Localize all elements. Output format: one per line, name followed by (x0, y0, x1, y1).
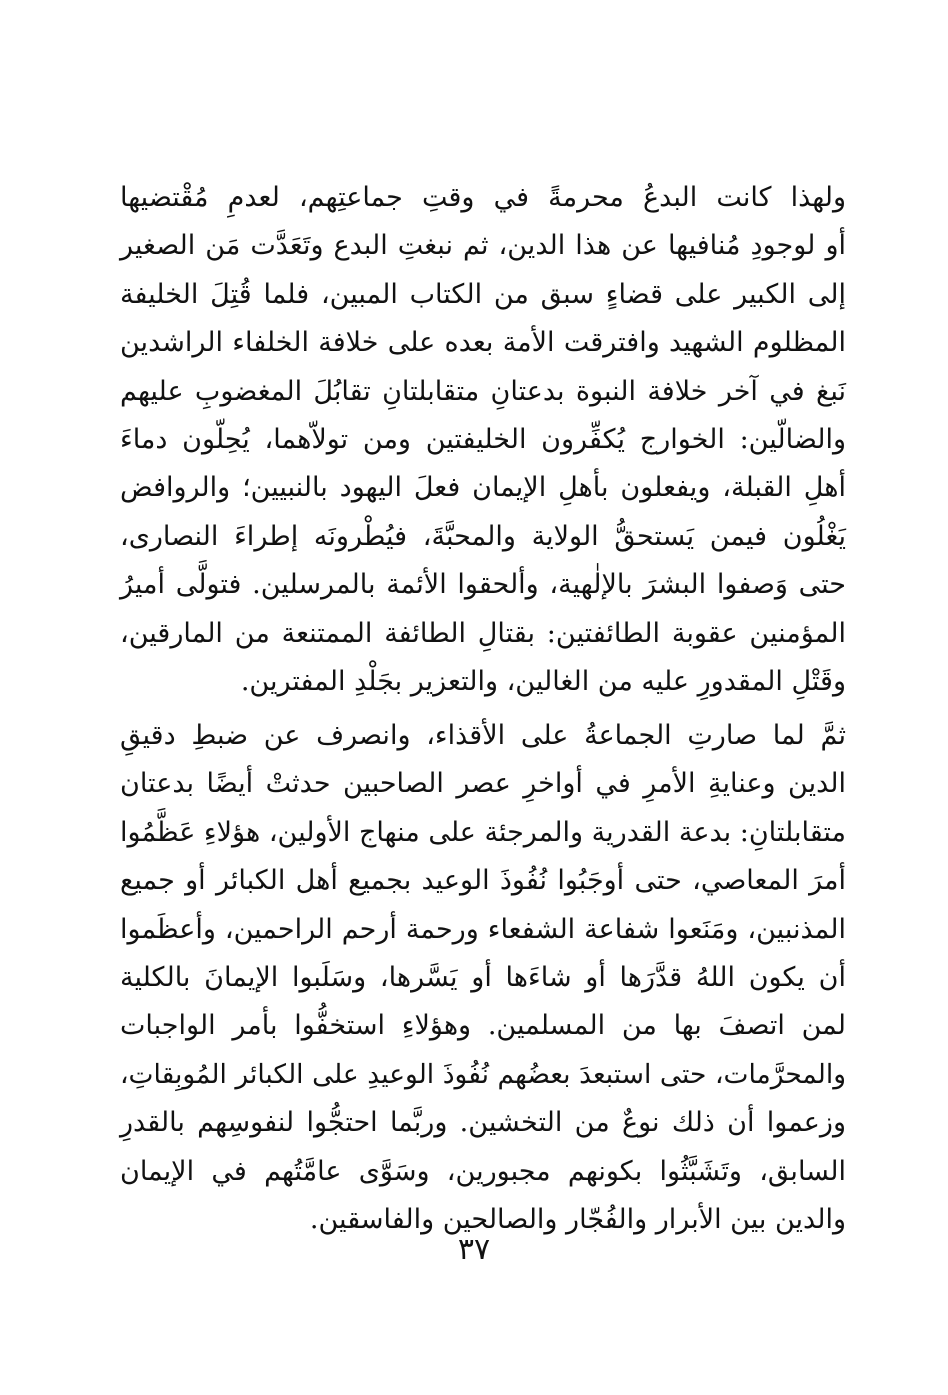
paragraph-line: متقابلتانِ: بدعة القدرية والمرجئة على منهاج الأولين، هؤلاءِ عَظَّمُوا (120, 816, 846, 848)
paragraph-line: ثمَّ لما صارتِ الجماعةُ على الأقذاء، وانصرف عن ضبطِ دقيقِ (120, 720, 846, 751)
paragraph-line: لمن اتصفَ بها من المسلمين. وهؤلاءِ استخفُّوا بأمر الواجبات (120, 1010, 846, 1042)
paragraph-1 (120, 174, 846, 706)
paragraph-line: وزعموا أن ذلك نوعٌ من التخشين. وربَّما احتجُّوا لنفوسِهم بالقدرِ (120, 1107, 846, 1139)
paragraph-line: وقَتْلِ المقدورِ عليه من الغالين، والتعزير بجَلْدِ المفترين. (240, 666, 846, 698)
paragraph-line: أهلِ القبلة، ويفعلون بأهلِ الإيمان فعلَ اليهود بالنبيين؛ والروافض (120, 472, 846, 504)
paragraph-line: والدين بين الأبرار والفُجّار والصالحين والفاسقين. (309, 1204, 846, 1236)
paragraph-line: المذنبين، ومَنَعوا شفاعة الشفعاء ورحمة أرحم الراحمين، وأعظَموا (120, 913, 846, 945)
paragraph-2 (120, 712, 846, 1244)
paragraph-line: المؤمنين عقوبة الطائفتين: بقتالِ الطائفة الممتنعة من المارقين، (120, 617, 846, 649)
paragraph-line: والمحرَّمات، حتى استبعدَ بعضُهم نُفُوذَ الوعيدِ على الكبائر المُوبِقاتِ، (120, 1058, 846, 1090)
paragraph-line: والضالّين: الخوارج يُكفِّرون الخليفتين ومن تولاّهما، يُحِلّون دماءَ (120, 424, 846, 456)
paragraph-line: أمرَ المعاصي، حتى أوجَبُوا نُفُوذَ الوعيد بجميع أهل الكبائر أو جميع (120, 865, 846, 897)
paragraph-line: يَغْلُون فيمن يَستحقُّ الولاية والمحبَّةَ، فيُطْرونَه إطراءَ النصارى، (120, 520, 846, 552)
paragraph-line: ولهذا كانت البدعُ محرمةً في وقتِ جماعتِهم، لعدمِ مُقْتضيها (120, 182, 846, 213)
paragraph-line: المظلوم الشهيد وافترقت الأمة بعده على خلافة الخلفاء الراشدين (120, 327, 846, 359)
paragraph-line: أن يكون اللهُ قدَّرَها أو شاءَها أو يَسَّرها، وسَلَبوا الإيمانَ بالكلية (120, 962, 846, 994)
paragraph-line: نَبغ في آخر خلافة النبوة بدعتانِ متقابلتانِ تقابُلَ المغضوبِ عليهم (120, 375, 846, 407)
paragraph-line: أو لوجودِ مُنافيها عن هذا الدين، ثم نبغتِ البدع وتَعَدَّت مَن الصغير (120, 230, 846, 262)
paragraph-line: السابق، وتَشَبَّثُوا بكونهم مجبورين، وسَوَّى عامَّتُهم في الإيمان (120, 1155, 846, 1187)
paragraph-line: إلى الكبير على قضاءٍ سبق من الكتاب المبين، فلما قُتِلَ الخليفة (120, 278, 846, 310)
paragraph-line: الدين وعنايةِ الأمرِ في أواخرِ عصر الصاحبين حدثتْ أيضًا بدعتان (120, 768, 846, 800)
paragraph-line: حتى وَصفوا البشرَ بالإلٰهية، وألحقوا الأئمة بالمرسلين. فتولَّى أميرُ (120, 569, 846, 601)
page-number: ٣٧ (457, 1232, 491, 1267)
